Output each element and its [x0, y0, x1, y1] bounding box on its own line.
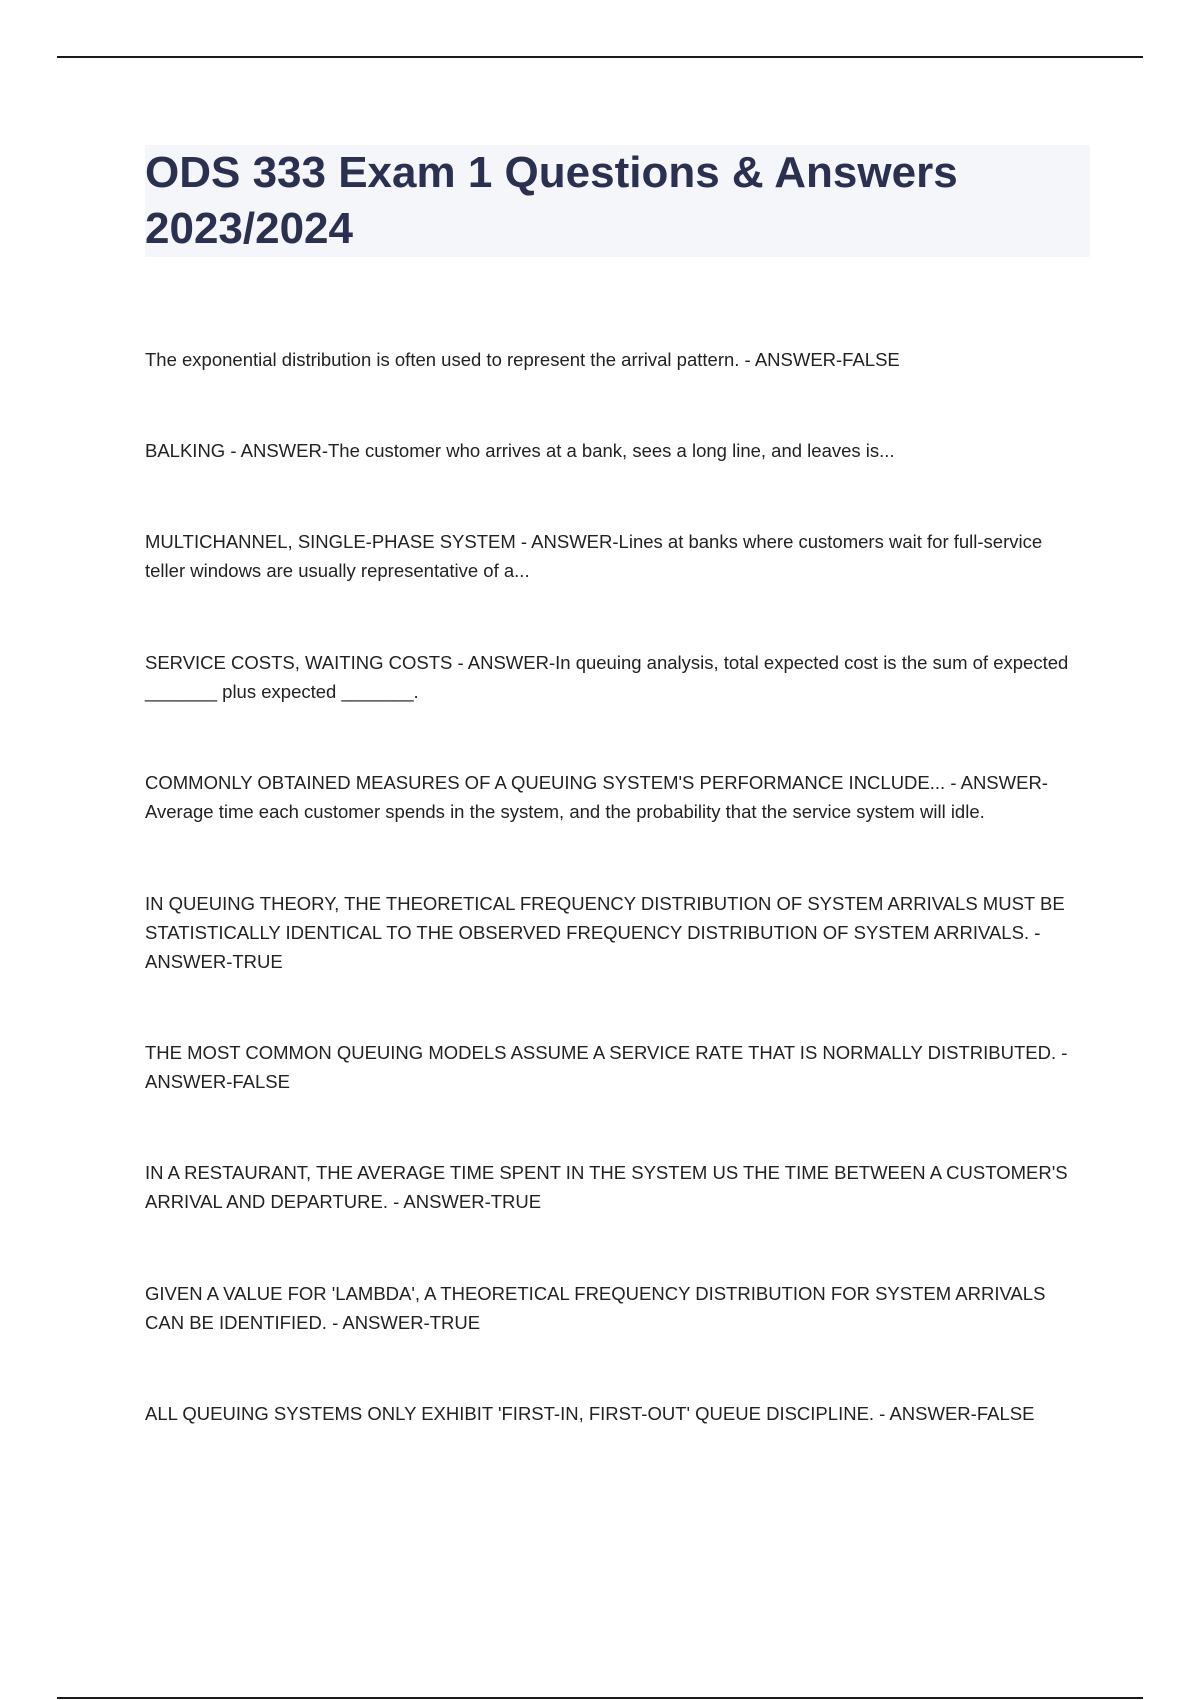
- bottom-rule: [57, 1697, 1143, 1699]
- qa-item-2: BALKING - ANSWER-The customer who arrives at a bank, sees a long line, and leaves is...: [145, 440, 895, 461]
- qa-item-7: THE MOST COMMON QUEUING MODELS ASSUME A SERVICE RATE THAT IS NORMALLY DISTRIBUTED. - ANSWER-FALSE: [145, 1042, 1068, 1092]
- title-block: [145, 145, 1090, 257]
- qa-item-10: ALL QUEUING SYSTEMS ONLY EXHIBIT 'FIRST-IN, FIRST-OUT' QUEUE DISCIPLINE. - ANSWER-FALSE: [145, 1403, 1035, 1424]
- document-title: ODS 333 Exam 1 Questions & Answers 2023/2024: [145, 148, 958, 253]
- qa-item-6: IN QUEUING THEORY, THE THEORETICAL FREQUENCY DISTRIBUTION OF SYSTEM ARRIVALS MUST BE STATISTICALLY IDENTICAL TO THE OBSERVED FREQUENCY DISTRIBUTION OF SYSTEM ARRIVALS. - ANSWER-TRUE: [145, 893, 1065, 972]
- qa-item-5: COMMONLY OBTAINED MEASURES OF A QUEUING SYSTEM'S PERFORMANCE INCLUDE... - ANSWER-Average time each customer spends in the system, and the probability that the service system will idle.: [145, 772, 1048, 822]
- qa-item-8: IN A RESTAURANT, THE AVERAGE TIME SPENT IN THE SYSTEM US THE TIME BETWEEN A CUSTOMER'S ARRIVAL AND DEPARTURE. - ANSWER-TRUE: [145, 1162, 1068, 1212]
- qa-item-4: SERVICE COSTS, WAITING COSTS - ANSWER-In queuing analysis, total expected cost is the sum of expected _______ plus expected _______.: [145, 652, 1069, 702]
- top-rule: [57, 56, 1143, 58]
- qa-item-1: The exponential distribution is often used to represent the arrival pattern. - ANSWER-FALSE: [145, 349, 900, 370]
- qa-item-9: GIVEN A VALUE FOR 'LAMBDA', A THEORETICAL FREQUENCY DISTRIBUTION FOR SYSTEM ARRIVALS CAN BE IDENTIFIED. - ANSWER-TRUE: [145, 1283, 1046, 1333]
- qa-item-3: MULTICHANNEL, SINGLE-PHASE SYSTEM - ANSWER-Lines at banks where customers wait for full-service teller windows are usually representative of a...: [145, 531, 1043, 581]
